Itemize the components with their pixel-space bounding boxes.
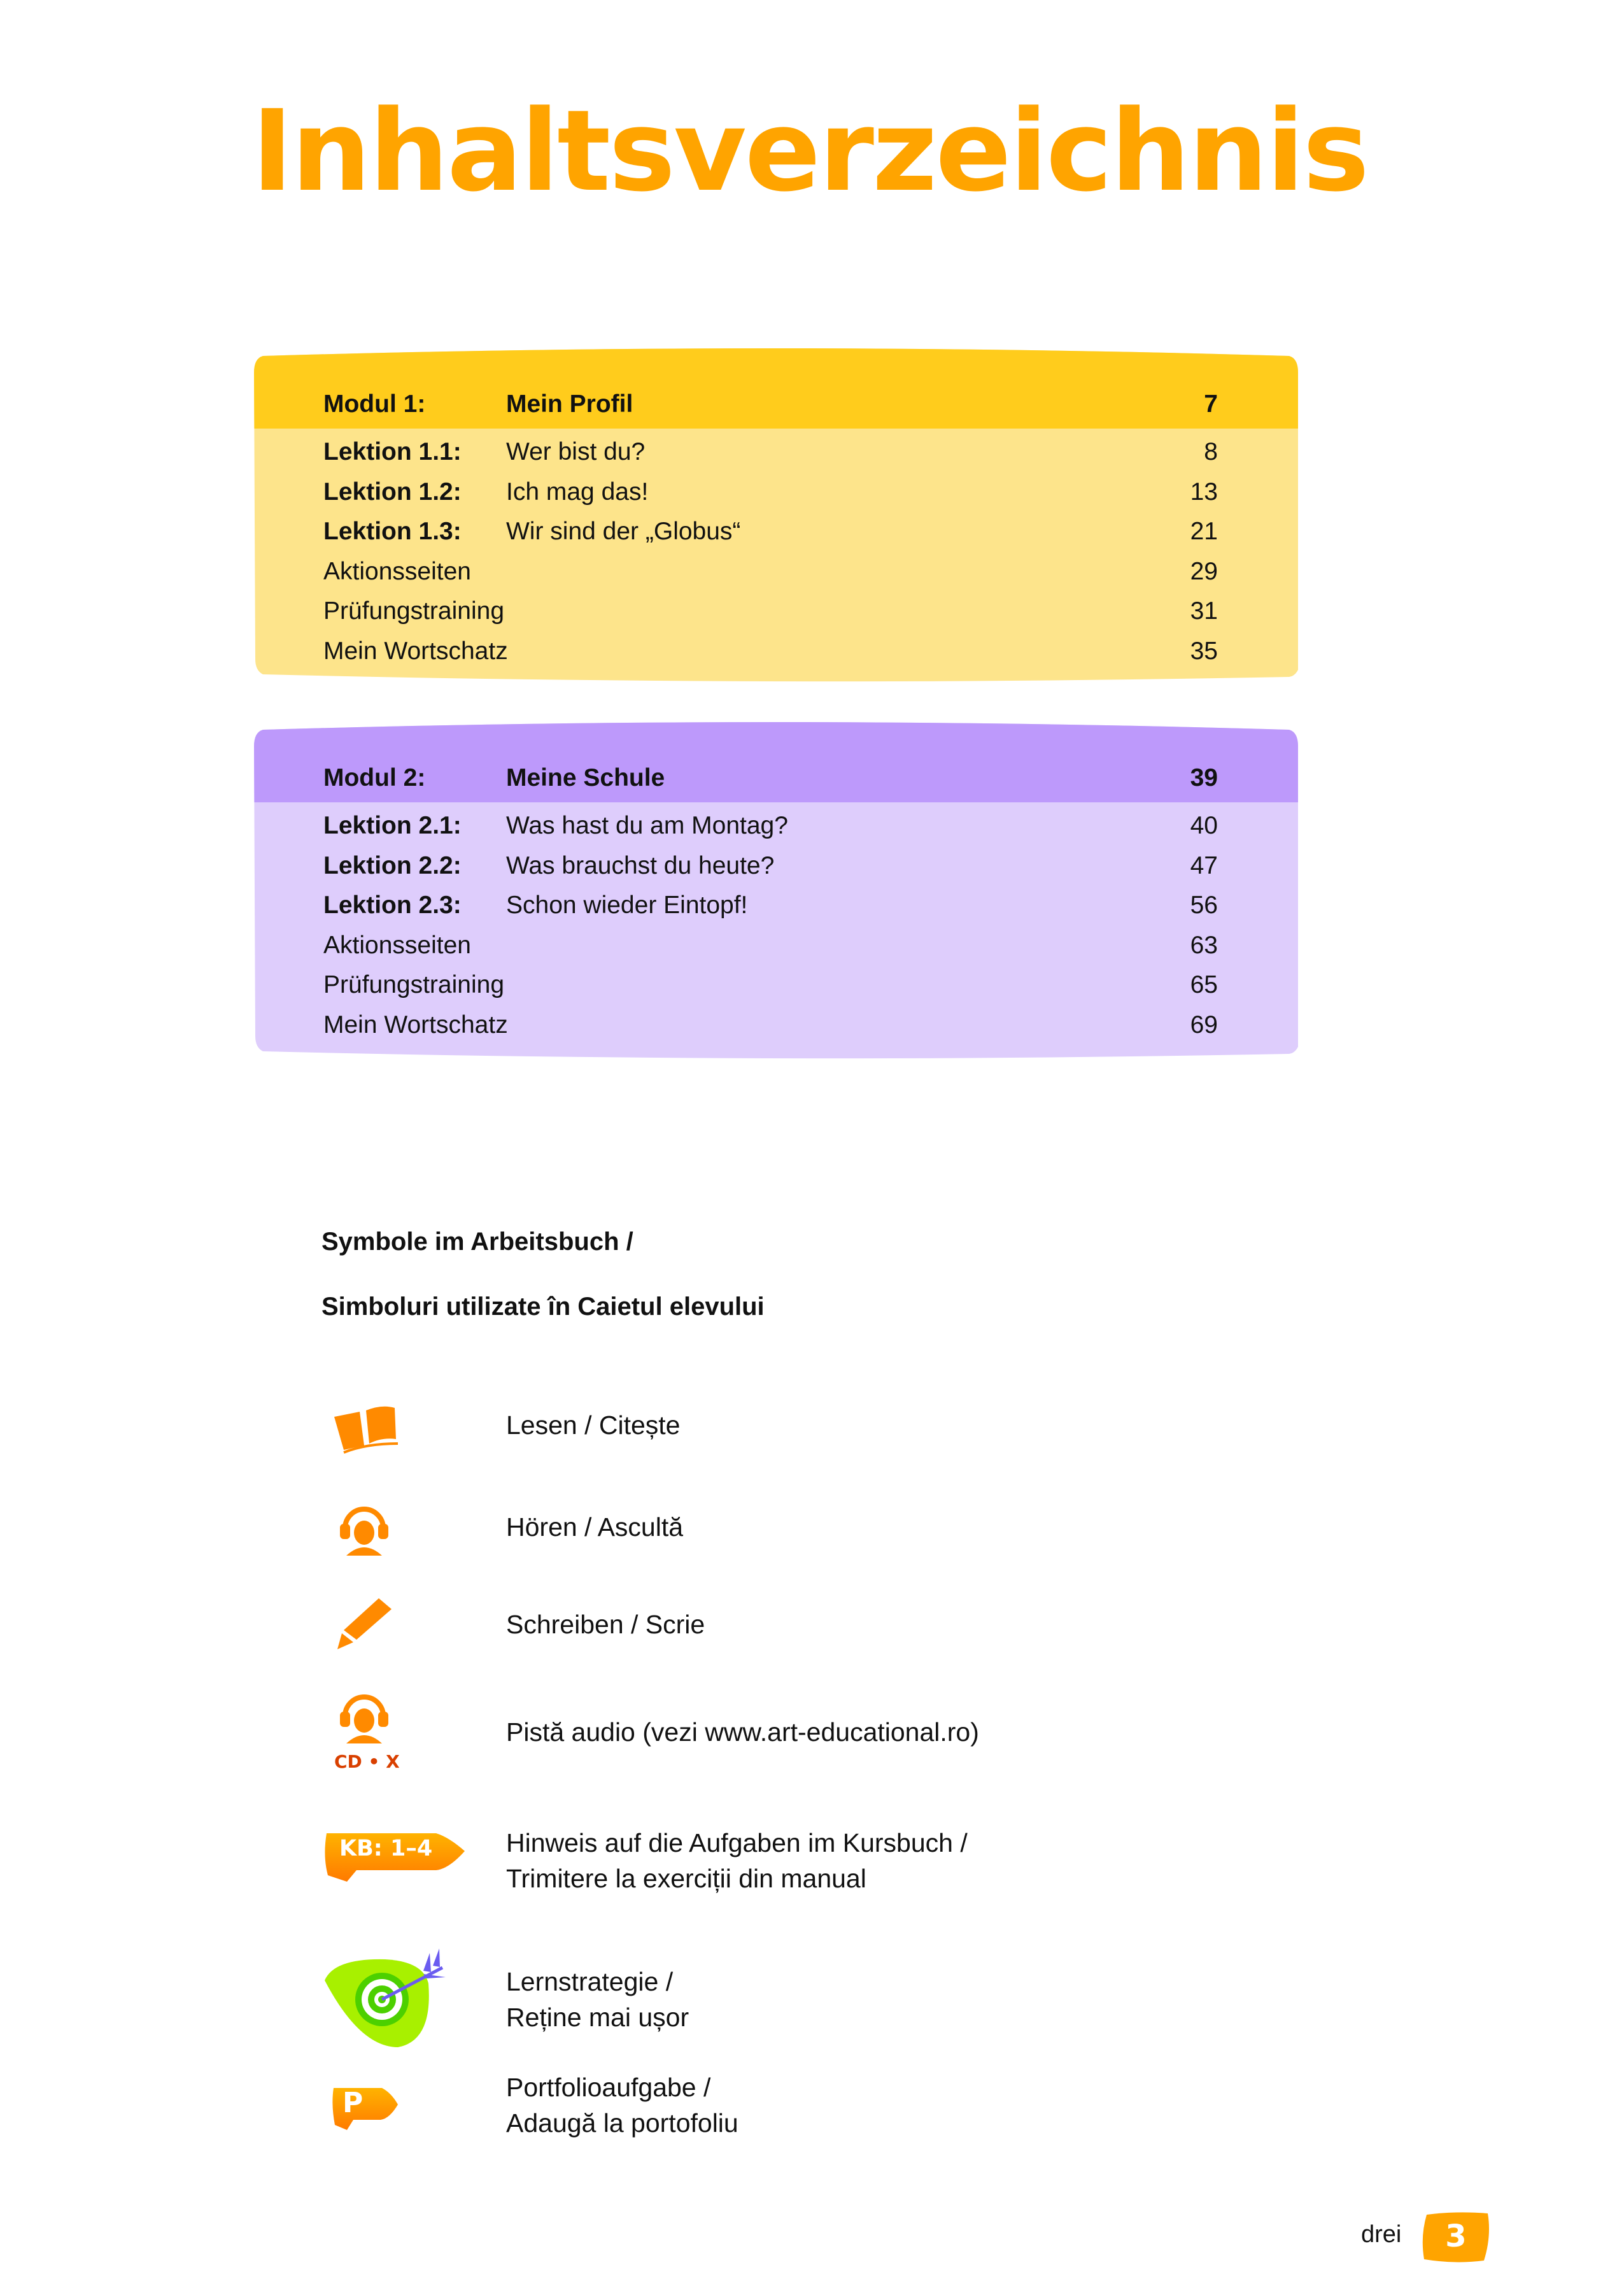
- toc-row-title: Was hast du am Montag?: [506, 812, 788, 839]
- portfolio-icon: [331, 2085, 401, 2136]
- toc-row-page: 35: [1190, 637, 1218, 665]
- toc-row-label: Lektion 1.2:: [323, 478, 462, 506]
- toc-row-page: 65: [1190, 971, 1218, 999]
- page-number: 3: [1445, 2219, 1467, 2254]
- toc-row: [254, 553, 1298, 591]
- module-header-page: 7: [1204, 390, 1218, 418]
- legend-text-kursbuch: Hinweis auf die Aufgaben im Kursbuch /: [506, 1828, 968, 1857]
- module-header: [254, 759, 1298, 797]
- toc-row-page: 13: [1190, 478, 1218, 506]
- toc-row-label: Lektion 2.2:: [323, 851, 462, 879]
- toc-row: [254, 847, 1298, 885]
- legend-text-write: Schreiben / Scrie: [506, 1610, 705, 1639]
- toc-row-title: Wer bist du?: [506, 438, 646, 465]
- portfolio-badge-text: P: [342, 2087, 364, 2119]
- toc-row-label: Lektion 1.1:: [323, 438, 462, 465]
- toc-row-page: 31: [1190, 597, 1218, 625]
- toc-row: [254, 513, 1298, 551]
- toc-row: [254, 592, 1298, 630]
- toc-row: [254, 473, 1298, 511]
- toc-row-page: 63: [1190, 931, 1218, 959]
- module-2-box: [254, 721, 1298, 1061]
- module-header-label: Modul 1:: [323, 390, 426, 418]
- toc-row-page: 21: [1190, 518, 1218, 546]
- toc-row-title: Ich mag das!: [506, 478, 649, 506]
- audio-track-icon: [337, 1687, 392, 1745]
- toc-row-page: 47: [1190, 851, 1218, 879]
- module-header-page: 39: [1190, 764, 1218, 792]
- toc-row: [254, 927, 1298, 965]
- target-icon: [321, 1945, 458, 2050]
- legend-text-strategy-ro: Reține mai ușor: [506, 2003, 689, 2032]
- legend-text-audio: Pistă audio (vezi www.art-educational.ro): [506, 1717, 979, 1747]
- legend-text-read: Lesen / Citește: [506, 1410, 681, 1440]
- page-word: drei: [1361, 2221, 1402, 2248]
- toc-row-title: Wir sind der „Globus“: [506, 518, 741, 546]
- module-header-title: Mein Profil: [506, 390, 633, 418]
- toc-row: [254, 632, 1298, 671]
- module-header: [254, 385, 1298, 423]
- module-header-label: Modul 2:: [323, 764, 426, 792]
- legend-text-portfolio: Portfolioaufgabe /: [506, 2073, 711, 2102]
- toc-row: [254, 966, 1298, 1004]
- toc-row-label: Lektion 1.3:: [323, 518, 462, 546]
- toc-row-page: 69: [1190, 1011, 1218, 1039]
- toc-row-page: 8: [1204, 438, 1218, 465]
- toc-row: [254, 886, 1298, 925]
- symbols-heading-ro: Simboluri utilizate în Caietul elevului: [321, 1293, 765, 1321]
- toc-row-label: Aktionsseiten: [323, 557, 471, 585]
- legend-text-portfolio-ro: Adaugă la portofoliu: [506, 2108, 738, 2138]
- symbols-heading-de: Symbole im Arbeitsbuch /: [321, 1228, 633, 1256]
- toc-row-label: Mein Wortschatz: [323, 1011, 508, 1039]
- headphones-icon: [337, 1500, 392, 1557]
- cd-track-label: CD • X: [334, 1751, 400, 1772]
- page-title: Inhaltsverzeichnis: [251, 86, 1368, 217]
- book-icon: [331, 1404, 401, 1455]
- toc-row-page: 40: [1190, 812, 1218, 839]
- kursbuch-arrow-icon: [321, 1831, 468, 1894]
- toc-row-page: 29: [1190, 557, 1218, 585]
- toc-row-label: Prüfungstraining: [323, 597, 505, 625]
- toc-row-label: Prüfungstraining: [323, 971, 505, 999]
- toc-row: [254, 807, 1298, 845]
- toc-row-label: Lektion 2.3:: [323, 891, 462, 919]
- toc-row-title: Was brauchst du heute?: [506, 851, 775, 879]
- pencil-icon: [334, 1595, 395, 1652]
- toc-row: [254, 1006, 1298, 1044]
- legend-text-kursbuch-ro: Trimitere la exerciții din manual: [506, 1864, 866, 1893]
- toc-row: [254, 433, 1298, 471]
- module-header-title: Meine Schule: [506, 764, 665, 792]
- page-number-badge: [1420, 2211, 1492, 2263]
- toc-row-label: Aktionsseiten: [323, 931, 471, 959]
- kb-badge-text: KB: 1–4: [339, 1836, 433, 1861]
- toc-row-label: Mein Wortschatz: [323, 637, 508, 665]
- toc-row-page: 56: [1190, 891, 1218, 919]
- module-1-box: [254, 347, 1298, 685]
- legend-text-strategy: Lernstrategie /: [506, 1967, 674, 1996]
- toc-row-label: Lektion 2.1:: [323, 812, 462, 839]
- legend-text-listen: Hören / Ascultă: [506, 1512, 684, 1542]
- toc-row-title: Schon wieder Eintopf!: [506, 891, 748, 919]
